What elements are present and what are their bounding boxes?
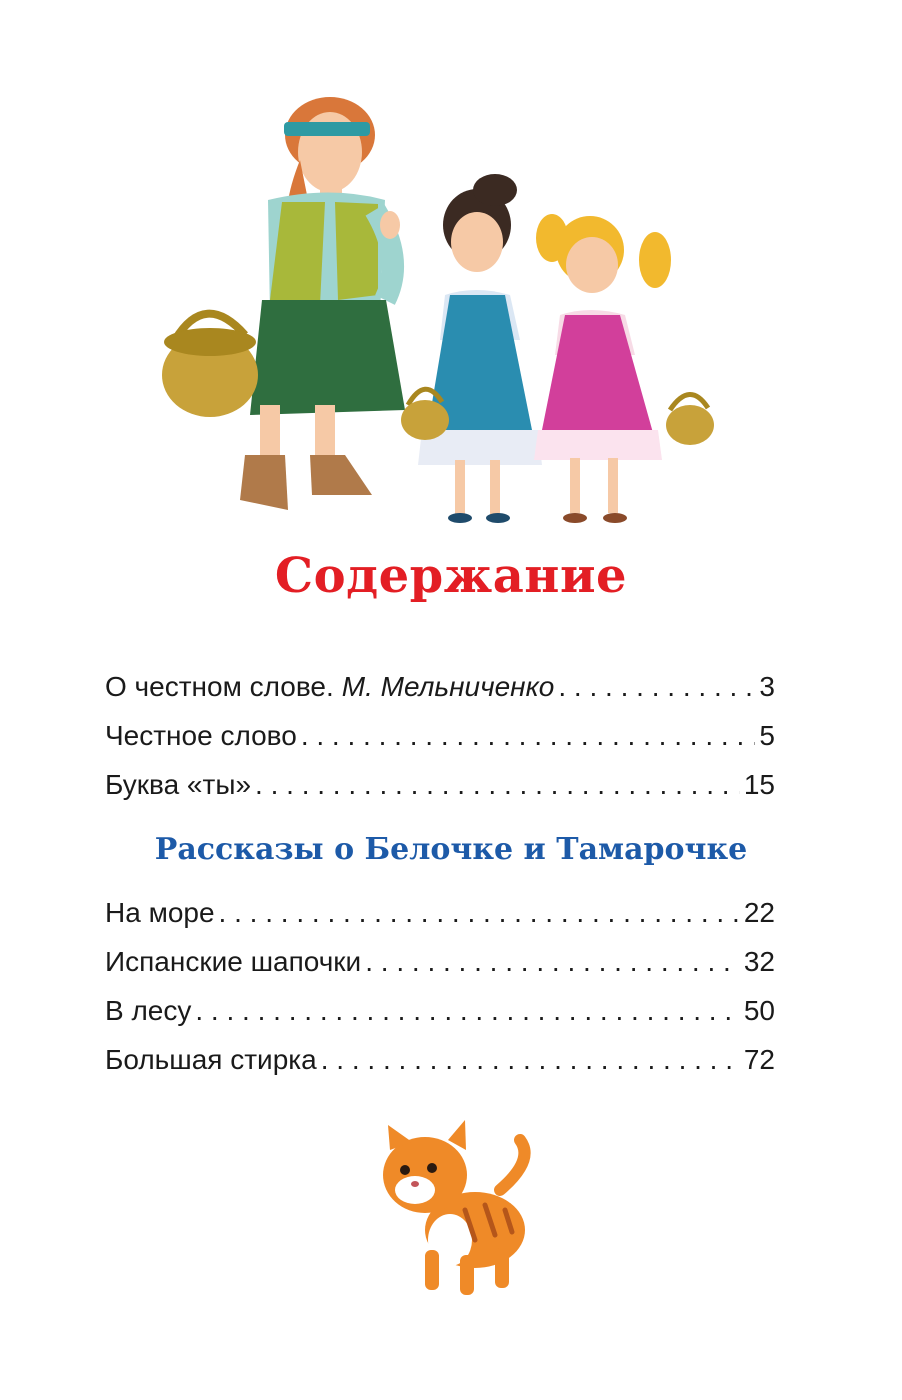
toc-entry-title: В лесу (105, 995, 192, 1026)
toc-entry[interactable] (105, 888, 775, 937)
toc-page-number: 72 (743, 1044, 775, 1075)
toc-leader-dots (365, 937, 740, 986)
toc-page-number: 3 (759, 671, 775, 702)
toc-entry-title: На море (105, 897, 215, 928)
toc-entry-title: О честном слове. (105, 671, 334, 702)
toc-leader-dots (219, 888, 740, 937)
toc-entry[interactable] (105, 986, 775, 1035)
ginger-kitten-illustration (370, 1120, 540, 1300)
toc-entry[interactable] (105, 711, 775, 760)
section-title: Рассказы о Белочке и Тамарочке (154, 832, 748, 867)
girl-blonde-hair (534, 214, 671, 523)
toc-entry[interactable] (105, 662, 775, 711)
toc-entry-title: Буква «ты» (105, 769, 252, 800)
basket-large (162, 314, 258, 417)
toc-page-number: 15 (743, 769, 775, 800)
woman-and-two-girls-illustration (150, 90, 740, 530)
basket-small-right (666, 394, 714, 445)
woman-figure (240, 97, 405, 510)
toc-page-number: 50 (743, 995, 775, 1026)
toc-list (105, 662, 775, 809)
toc-leader-dots (558, 662, 755, 711)
toc-page-number: 5 (759, 720, 775, 751)
toc-entry[interactable] (105, 1035, 775, 1084)
toc-leader-dots (255, 760, 740, 809)
girl-dark-hair (418, 174, 542, 523)
toc-leader-dots (195, 986, 739, 1035)
toc-entry-title: Честное слово (105, 720, 297, 751)
toc-entry[interactable] (105, 760, 775, 809)
toc-leader-dots (321, 1035, 740, 1084)
toc-page-number: 32 (743, 946, 775, 977)
section-toc-list (105, 888, 775, 1084)
toc-entry-author: М. Мельниченко (341, 671, 555, 702)
toc-entry-title: Испанские шапочки (105, 946, 362, 977)
page-title: Содержание (274, 548, 628, 604)
toc-leader-dots (301, 711, 756, 760)
toc-entry-title: Большая стирка (105, 1044, 317, 1075)
toc-page-number: 22 (743, 897, 775, 928)
toc-entry[interactable] (105, 937, 775, 986)
